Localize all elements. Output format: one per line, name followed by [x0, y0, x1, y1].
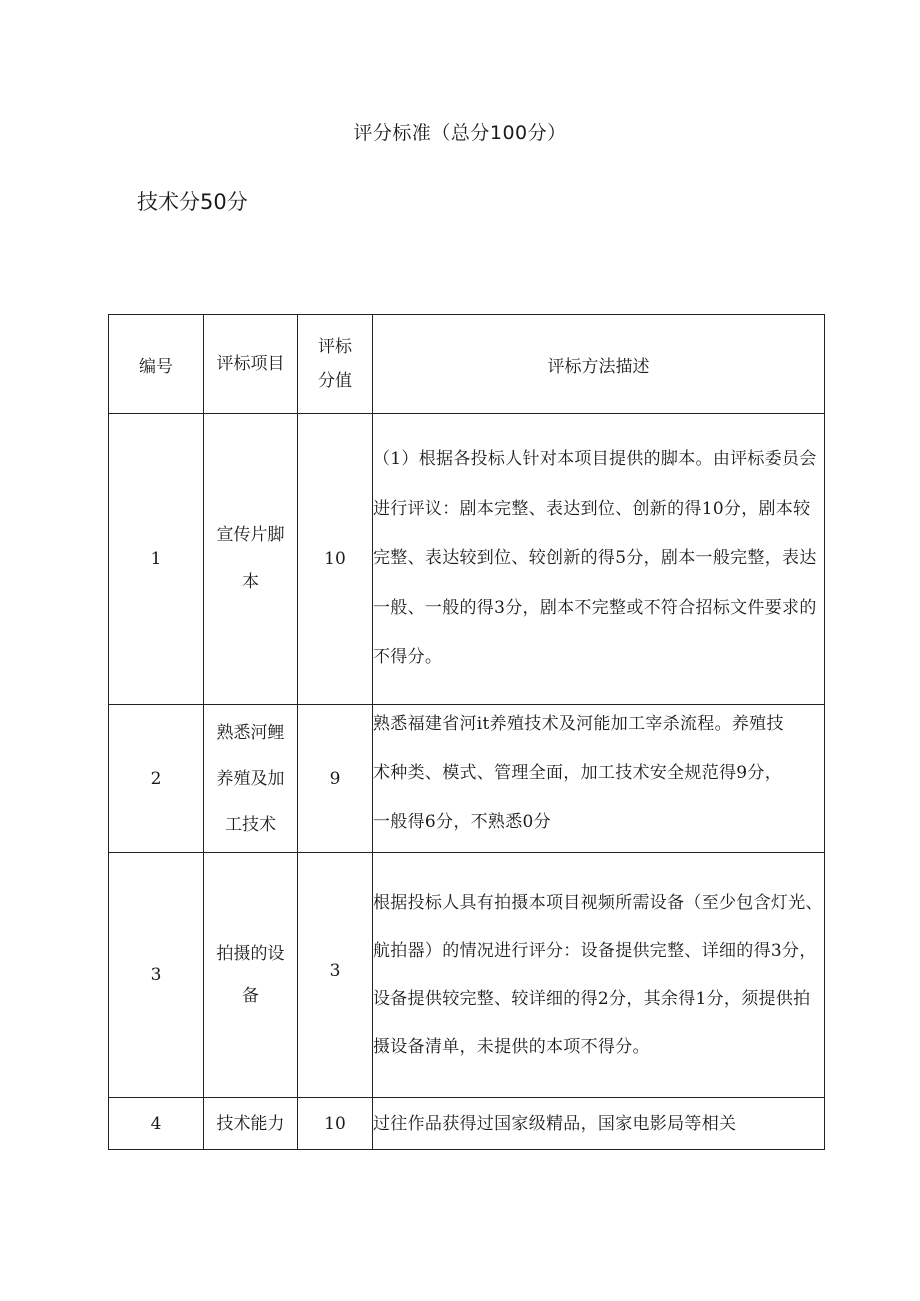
row-number: 2: [109, 705, 204, 853]
row-score: 3: [298, 853, 373, 1098]
row-method: 过往作品获得过国家级精品，国家电影局等相关: [373, 1098, 825, 1150]
table-row: [109, 1098, 825, 1150]
row-score: 10: [298, 414, 373, 705]
row-number: 4: [109, 1098, 204, 1150]
row-score: 9: [298, 705, 373, 853]
row-item: 熟悉河鲤养殖及加工技术: [204, 705, 298, 853]
row-method: （1）根据各投标人针对本项目提供的脚本。由评标委员会进行评议：剧本完整、表达到位、创新的得10分，剧本较完整、表达较到位、较创新的得5分，剧本一般完整，表达一般、一般的得3分，剧本不完整或不符合招标文件要求的不得分。: [373, 414, 825, 705]
row-number: 3: [109, 853, 204, 1098]
table-row: [109, 414, 825, 705]
row-number: 1: [109, 414, 204, 705]
header-score: 评标分值: [298, 315, 373, 414]
row-item: 宣传片脚本: [204, 414, 298, 705]
table-row: [109, 853, 825, 1098]
row-method: 根据投标人具有拍摄本项目视频所需设备（至少包含灯光、航拍器）的情况进行评分：设备提供完整、详细的得3分，设备提供较完整、较详细的得2分，其余得1分，须提供拍摄设备清单，未提供的本项不得分。: [373, 853, 825, 1098]
row-score: 10: [298, 1098, 373, 1150]
scoring-table: [108, 314, 825, 1150]
row-method: 熟悉福建省河it养殖技术及河能加工宰杀流程。养殖技术种类、模式、管理全面，加工技术安全规范得9分，一般得6分，不熟悉0分: [373, 705, 825, 853]
document-title: 评分标准（总分100分）: [353, 122, 567, 144]
header-number: 编号: [109, 315, 204, 414]
header-item: 评标项目: [204, 315, 298, 414]
table-row: [109, 705, 825, 853]
row-item: 技术能力: [204, 1098, 298, 1150]
table-header-row: [109, 315, 825, 414]
section-heading: 技术分50分: [137, 190, 248, 214]
header-method: 评标方法描述: [373, 315, 825, 414]
row-item: 拍摄的设备: [204, 853, 298, 1098]
